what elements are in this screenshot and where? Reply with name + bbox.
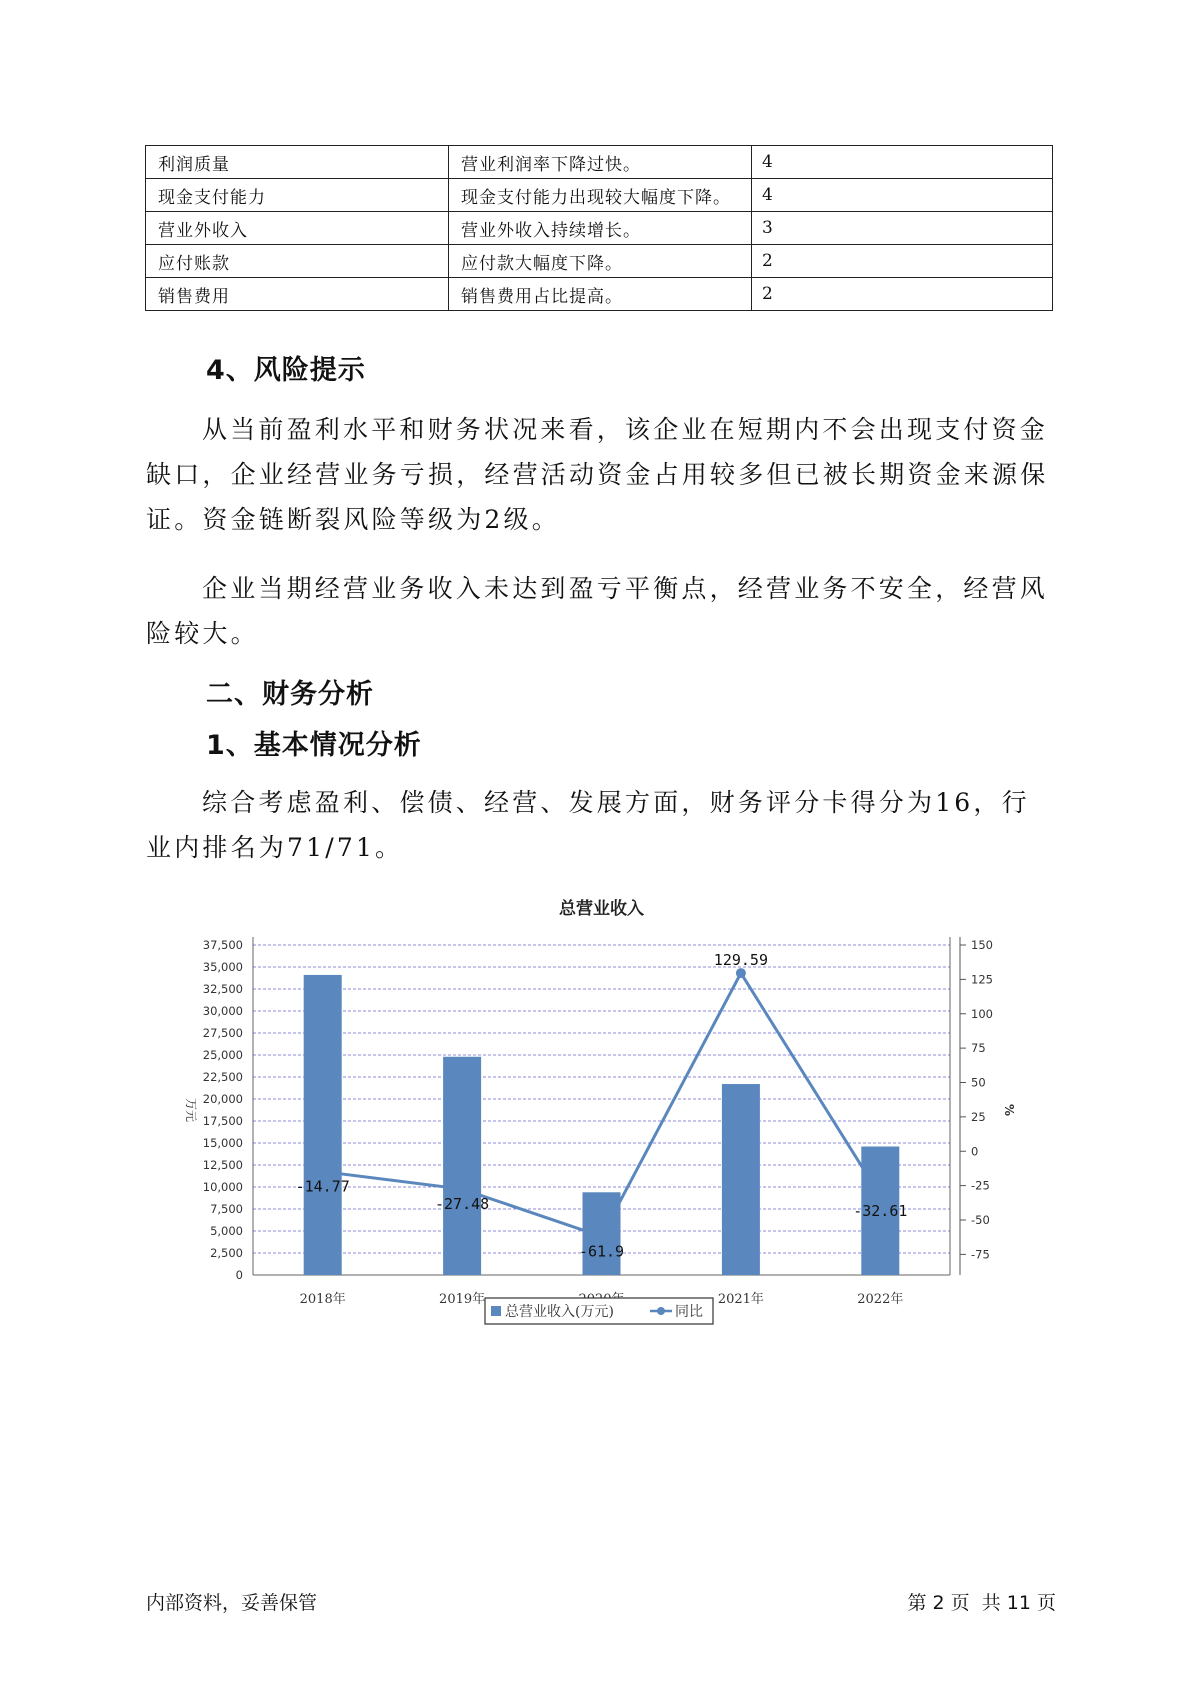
y-tick-label: 7,500 bbox=[210, 1202, 243, 1216]
table-cell-score: 4 bbox=[752, 179, 1053, 212]
table-cell-score: 4 bbox=[752, 146, 1053, 179]
table-cell-score: 2 bbox=[752, 245, 1053, 278]
table-row bbox=[146, 245, 1053, 278]
revenue-chart bbox=[145, 895, 1045, 1355]
y-tick-label: 35,000 bbox=[202, 960, 243, 974]
y2-axis-label: % bbox=[1002, 1103, 1016, 1117]
table-row bbox=[146, 179, 1053, 212]
footer-page-number: 第 2 页 共 11 页 bbox=[907, 1592, 1056, 1614]
table-cell-item: 利润质量 bbox=[146, 146, 449, 179]
table-cell-score: 2 bbox=[752, 278, 1053, 311]
x-tick-label: 2019年 bbox=[439, 1292, 486, 1307]
y-tick-label: 5,000 bbox=[210, 1224, 243, 1238]
yoy-data-label: -27.48 bbox=[435, 1195, 490, 1214]
y-tick-label: 27,500 bbox=[202, 1026, 243, 1040]
chart-title: 总营业收入 bbox=[559, 899, 644, 919]
legend-line-label: 同比 bbox=[675, 1304, 703, 1320]
yoy-data-label: -32.61 bbox=[853, 1202, 908, 1221]
table-cell-description: 销售费用占比提高。 bbox=[449, 278, 752, 311]
y2-tick-label: 25 bbox=[971, 1109, 986, 1124]
y2-tick-label: -50 bbox=[971, 1213, 990, 1227]
table-row bbox=[146, 212, 1053, 245]
y-tick-label: 25,000 bbox=[202, 1048, 243, 1062]
y2-tick-label: 50 bbox=[971, 1075, 986, 1090]
legend-bar-swatch bbox=[491, 1306, 501, 1316]
table-cell-description: 应付款大幅度下降。 bbox=[449, 245, 752, 278]
bar-2021年 bbox=[722, 1084, 760, 1275]
y-tick-label: 17,500 bbox=[202, 1114, 243, 1128]
risk-factor-table bbox=[145, 145, 1053, 311]
y2-tick-label: -25 bbox=[971, 1178, 990, 1193]
y2-tick-label: 100 bbox=[971, 1006, 993, 1021]
legend-line-marker bbox=[657, 1307, 665, 1315]
y2-tick-label: -75 bbox=[971, 1247, 990, 1262]
risk-paragraph-2: 企业当期经营业务收入未达到盈亏平衡点，经营业务不安全，经营风险较大。 bbox=[146, 574, 1049, 648]
table-cell-description: 营业利润率下降过快。 bbox=[449, 146, 752, 179]
risk-paragraph-1: 从当前盈利水平和财务状况来看，该企业在短期内不会出现支付资金缺口，企业经营业务亏损，经营活动资金占用较多但已被长期资金来源保证。资金链断裂风险等级为2级。 bbox=[146, 415, 1049, 534]
table-cell-item: 现金支付能力 bbox=[146, 179, 449, 212]
y-tick-label: 10,000 bbox=[202, 1180, 243, 1194]
legend-bar-label: 总营业收入(万元) bbox=[505, 1304, 614, 1320]
yoy-point bbox=[318, 1167, 328, 1177]
basic-paragraph: 综合考虑盈利、偿债、经营、发展方面，财务评分卡得分为16，行业内排名为71/71。 bbox=[146, 788, 1030, 862]
y-tick-label: 0 bbox=[235, 1268, 243, 1282]
footer-confidential: 内部资料，妥善保管 bbox=[146, 1592, 318, 1614]
y2-tick-label: 150 bbox=[971, 938, 993, 952]
y-tick-label: 30,000 bbox=[202, 1004, 243, 1018]
table-cell-description: 现金支付能力出现较大幅度下降。 bbox=[449, 179, 752, 212]
yoy-point bbox=[875, 1191, 885, 1201]
yoy-data-label: 129.59 bbox=[713, 951, 768, 970]
yoy-data-label: -61.9 bbox=[578, 1242, 625, 1261]
table-cell-item: 销售费用 bbox=[146, 278, 449, 311]
y-tick-label: 12,500 bbox=[202, 1158, 243, 1172]
y-tick-label: 32,500 bbox=[202, 982, 243, 996]
bar-2018年 bbox=[304, 975, 342, 1275]
table-row bbox=[146, 146, 1053, 179]
y-axis-label: 万元 bbox=[184, 1097, 198, 1123]
part-heading-financial-analysis: 二、财务分析 bbox=[206, 679, 374, 710]
yoy-data-label: -14.77 bbox=[295, 1177, 350, 1196]
x-tick-label: 2022年 bbox=[857, 1292, 904, 1307]
yoy-point bbox=[457, 1184, 467, 1194]
table-cell-item: 应付账款 bbox=[146, 245, 449, 278]
x-tick-label: 2021年 bbox=[717, 1292, 764, 1307]
table-cell-item: 营业外收入 bbox=[146, 212, 449, 245]
table-row bbox=[146, 278, 1053, 311]
table-cell-score: 3 bbox=[752, 212, 1053, 245]
y-tick-label: 2,500 bbox=[210, 1246, 243, 1260]
y-tick-label: 20,000 bbox=[202, 1092, 243, 1106]
section-heading-risk: 4、风险提示 bbox=[206, 355, 366, 386]
x-tick-label: 2018年 bbox=[299, 1292, 346, 1307]
bar-2019年 bbox=[443, 1057, 481, 1275]
subsection-heading-basic: 1、基本情况分析 bbox=[206, 730, 422, 761]
yoy-point bbox=[736, 968, 746, 978]
y2-tick-label: 75 bbox=[971, 1041, 986, 1056]
y-tick-label: 22,500 bbox=[202, 1070, 243, 1084]
y2-tick-label: 125 bbox=[971, 972, 993, 987]
y-tick-label: 37,500 bbox=[202, 938, 243, 952]
y2-tick-label: 0 bbox=[971, 1144, 979, 1159]
table-cell-description: 营业外收入持续增长。 bbox=[449, 212, 752, 245]
y-tick-label: 15,000 bbox=[202, 1136, 243, 1150]
yoy-point bbox=[597, 1231, 607, 1241]
